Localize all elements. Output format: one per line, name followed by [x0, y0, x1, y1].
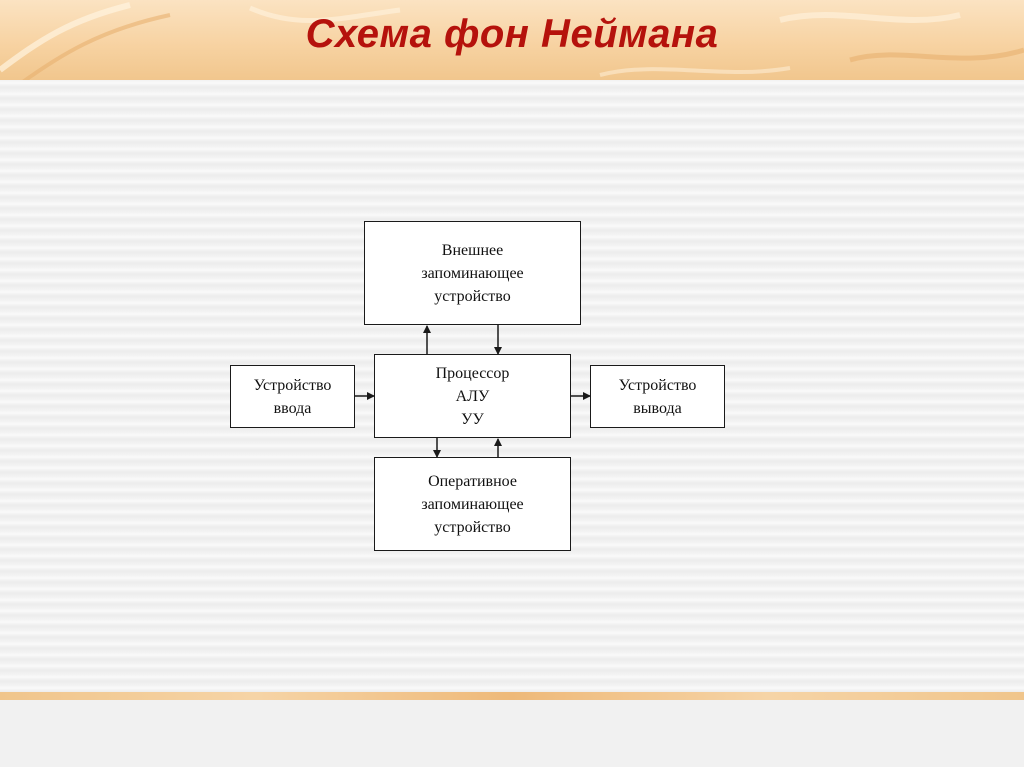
- ram-node: [374, 457, 571, 551]
- processor-node: [374, 354, 571, 438]
- input-device-label-line1: Устройство: [253, 376, 332, 394]
- output-device-label-line2: вывода: [633, 399, 682, 417]
- external-memory-label-line3: устройство: [434, 287, 511, 305]
- processor-label-line3: УУ: [461, 410, 484, 428]
- processor-label-line1: Процессор: [435, 364, 510, 382]
- ram-label-line3: устройство: [434, 518, 511, 536]
- processor-label-line2: АЛУ: [455, 387, 490, 405]
- input-device-label-line2: ввода: [273, 399, 312, 417]
- ram-label-line2: запоминающее: [421, 495, 524, 513]
- input-device-node: [230, 365, 355, 428]
- output-device-label-line1: Устройство: [618, 376, 697, 394]
- external-memory-label-line2: запоминающее: [421, 264, 524, 282]
- page-title: Схема фон Неймана: [305, 12, 719, 56]
- external-memory-node: [364, 221, 581, 325]
- ram-label-line1: Оперативное: [428, 472, 517, 490]
- external-memory-label-line1: Внешнее: [441, 241, 504, 259]
- output-device-node: [590, 365, 725, 428]
